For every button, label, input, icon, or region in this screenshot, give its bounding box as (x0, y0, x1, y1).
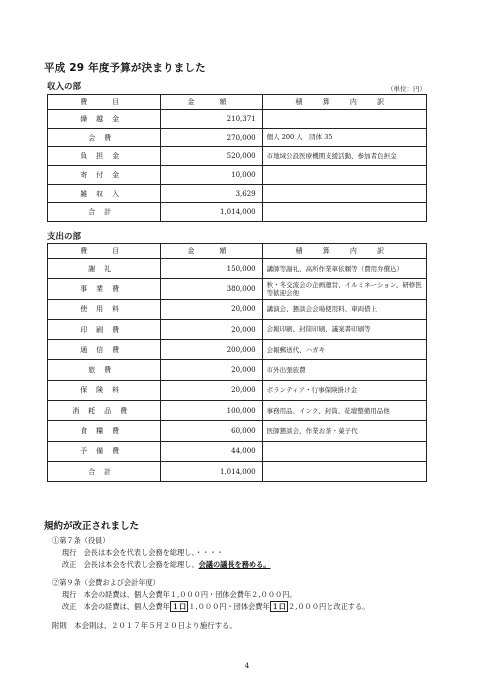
supplementary-provision: 附則 本会則は、２０１７年５月２０日より施行する。 (52, 621, 237, 630)
income-amount: 520,000 (161, 147, 262, 166)
expense-amount: 200,000 (161, 340, 262, 360)
table-row (48, 380, 427, 400)
income-note: 市地域公設医療機関支援活動、参加者負担金 (262, 147, 426, 166)
unit-box-individual: １口 (171, 602, 187, 611)
article9-revised (62, 603, 369, 610)
expense-item: 食糧費 (48, 421, 161, 441)
table-row (48, 147, 427, 166)
expense-note: 講演会、懇談会会場使用料、車両借上 (262, 299, 426, 319)
expense-note: 会報印刷、封筒印刷、議案書印刷等 (262, 319, 426, 339)
income-amount: 270,000 (161, 128, 262, 147)
income-amount: 3,629 (161, 184, 262, 203)
expense-note: 秋・冬交流会の企画運営、イルミネーション、研修医等歓迎会他 (262, 279, 426, 299)
income-header-amount: 金 額 (161, 95, 262, 110)
income-item: 寄付金 (48, 166, 161, 185)
page-number: 4 (244, 662, 250, 670)
article7-revised-text: 改正 会長は本会を代表し会務を総理し、 (62, 560, 199, 569)
table-row (48, 166, 427, 185)
expense-header-note: 積 算 内 訳 (262, 244, 426, 259)
income-note (262, 110, 426, 129)
expense-item: 使用料 (48, 299, 161, 319)
expense-note (262, 461, 426, 481)
table-row (48, 110, 427, 129)
income-amount: 10,000 (161, 166, 262, 185)
article7-revised (62, 561, 270, 568)
expense-note: ボランティア・行事保険掛け金 (262, 380, 426, 400)
income-note: 個人 200 人 団体 35 (262, 128, 426, 147)
article9-current: 現行 本会の経費は、個人会費年１,０００円・団体会費年２,０００円。 (62, 590, 297, 599)
income-note (262, 203, 426, 222)
page-title: 平成 29 年度予算が決まりました (44, 62, 206, 74)
table-row (48, 259, 427, 279)
income-header-row (48, 95, 427, 110)
expense-amount: 20,000 (161, 299, 262, 319)
article7-revised-emphasis: 会議の議長を務める。 (198, 560, 271, 569)
expense-note: 医師懇談会、作業お茶・菓子代 (262, 421, 426, 441)
expense-header-amount: 金 額 (161, 244, 262, 259)
expense-header-item: 費 目 (48, 244, 161, 259)
income-item: 雑収入 (48, 184, 161, 203)
expense-item: 予備費 (48, 441, 161, 461)
article9-revised-text-3: ２,０００円と改正する。 (287, 602, 370, 611)
income-item: 負担金 (48, 147, 161, 166)
article9-revised-text-1: 改正 本会の経費は、個人会費年 (62, 602, 170, 611)
income-note (262, 184, 426, 203)
income-total-label: 合計 (48, 203, 161, 222)
unit-label: （単位：円） (387, 85, 426, 93)
article9-title: ②第９条（会費および会計年度） (52, 578, 160, 587)
income-item: 会費 (48, 128, 161, 147)
expense-heading: 支出の部 (47, 232, 82, 242)
expense-item: 旅費 (48, 360, 161, 380)
expense-note: 事務用品、インク、封筒、花壇整備用品他 (262, 401, 426, 421)
expense-amount: 380,000 (161, 279, 262, 299)
income-header-item: 費 目 (48, 95, 161, 110)
expense-amount: 44,000 (161, 441, 262, 461)
income-table (47, 94, 427, 222)
table-row (48, 441, 427, 461)
table-row (48, 128, 427, 147)
unit-box-group: １口 (271, 602, 286, 611)
table-row (48, 184, 427, 203)
article9-revised-text-2: １,０００円・団体会費年 (188, 602, 270, 611)
expense-header-row (48, 244, 427, 259)
article7-title: ①第７条（役員） (52, 536, 110, 545)
article7-current: 現行 会長は本会を代表し会務を総理し、・・・・ (62, 548, 224, 557)
income-header-note: 積 算 内 訳 (262, 95, 426, 110)
expense-total-amount: 1,014,000 (161, 461, 262, 481)
expense-amount: 20,000 (161, 319, 262, 339)
expense-note: 講師等謝礼、高所作業車依頼等（費用弁償込） (262, 259, 426, 279)
revision-heading: 規約が改正されました (44, 521, 140, 532)
expense-amount: 60,000 (161, 421, 262, 441)
expense-total-label: 合計 (48, 461, 161, 481)
expense-note: 会報郵送代、ハガキ (262, 340, 426, 360)
expense-item: 通信費 (48, 340, 161, 360)
expense-amount: 150,000 (161, 259, 262, 279)
table-row (48, 279, 427, 299)
expense-item: 謝礼 (48, 259, 161, 279)
table-row (48, 401, 427, 421)
income-amount: 210,371 (161, 110, 262, 129)
table-row (48, 360, 427, 380)
expense-table (47, 243, 427, 482)
table-row-total (48, 203, 427, 222)
table-row-total (48, 461, 427, 481)
expense-item: 消耗品費 (48, 401, 161, 421)
expense-note: 市外出張旅費 (262, 360, 426, 380)
table-row (48, 340, 427, 360)
expense-amount: 20,000 (161, 360, 262, 380)
income-item: 繰越金 (48, 110, 161, 129)
income-heading: 収入の部 (47, 82, 82, 92)
expense-amount: 20,000 (161, 380, 262, 400)
income-note (262, 166, 426, 185)
expense-item: 印刷費 (48, 319, 161, 339)
expense-amount: 100,000 (161, 401, 262, 421)
table-row (48, 421, 427, 441)
income-total-amount: 1,014,000 (161, 203, 262, 222)
expense-note (262, 441, 426, 461)
table-row (48, 319, 427, 339)
expense-item: 保険料 (48, 380, 161, 400)
expense-item: 事業費 (48, 279, 161, 299)
table-row (48, 299, 427, 319)
